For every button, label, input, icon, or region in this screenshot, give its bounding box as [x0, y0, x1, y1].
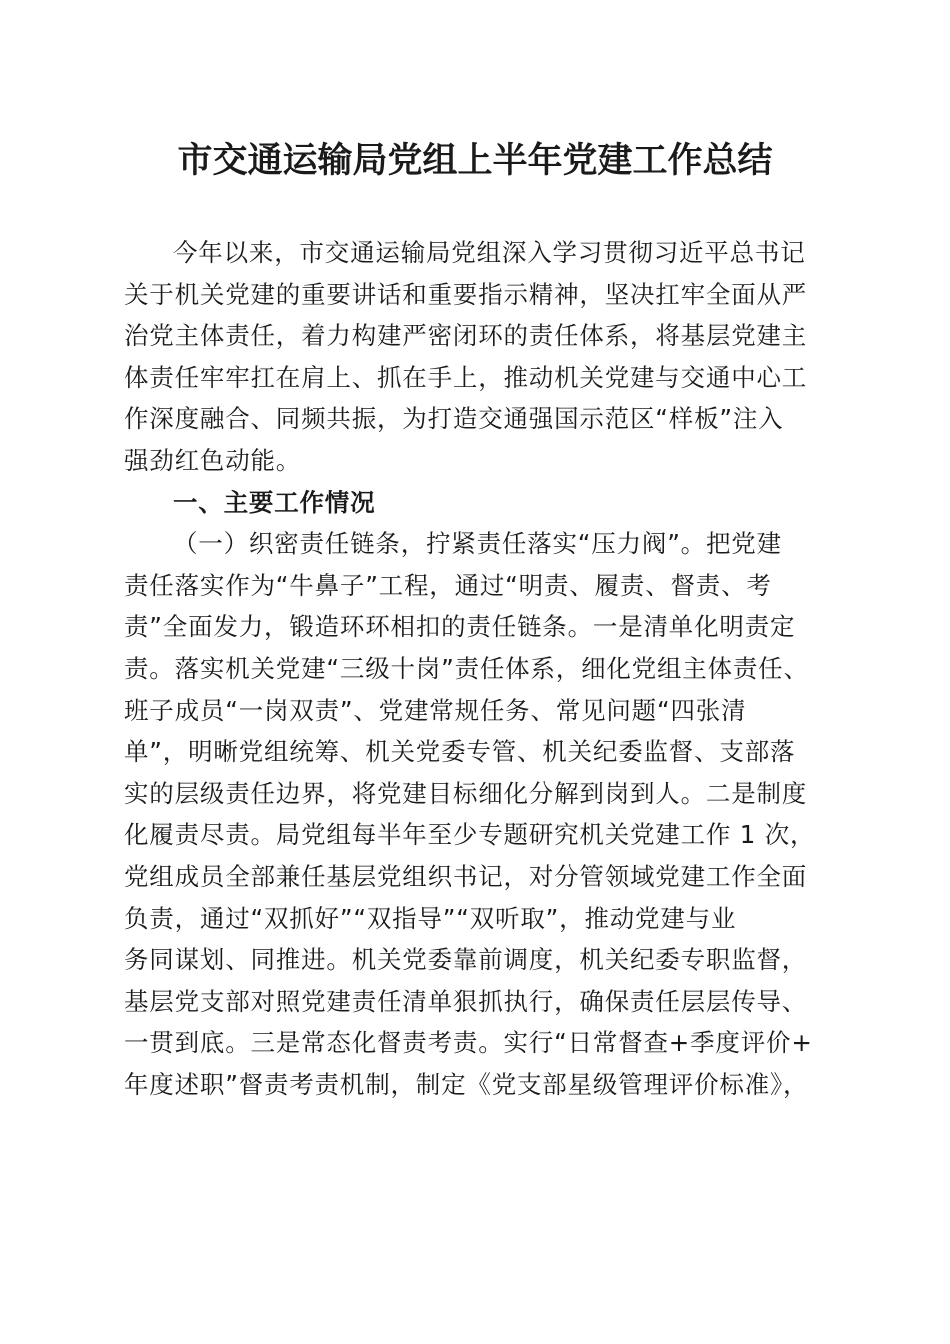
section-heading-text: 一、主要工作情况 [173, 487, 376, 517]
text-line: 体责任牢牢扛在肩上、抓在手上，推动机关党建与交通中心工 [124, 362, 808, 392]
section-heading [124, 482, 824, 524]
text-line: 责。落实机关党建“三级十岗”责任体系，细化党组主体责任、 [124, 653, 809, 683]
text-line: 一贯到底。三是常态化督责考责。实行“日常督查+季度评价+ [124, 1028, 813, 1058]
text-line: 责”全面发力，锻造环环相扣的责任链条。一是清单化明责定 [124, 612, 796, 642]
intro-paragraph [124, 232, 824, 482]
text-line: （一）织密责任链条，拧紧责任落实“压力阀”。把党建 [173, 529, 782, 559]
text-line: 今年以来，市交通运输局党组深入学习贯彻习近平总书记 [173, 238, 806, 267]
text-line: 关于机关党建的重要讲话和重要指示精神，坚决扛牢全面从严 [124, 279, 808, 309]
subsection-paragraph [124, 523, 824, 1105]
document-title: 市交通运输局党组上半年党建工作总结 [177, 140, 773, 181]
text-line: 班子成员“一岗双责”、党建常规任务、常见问题“四张清 [124, 695, 747, 725]
text-line: 负责，通过“双抓好”“双指导”“双听取”，推动党建与业 [124, 903, 737, 933]
text-line: 务同谋划、同推进。机关党委靠前调度，机关纪委专职监督， [124, 945, 808, 975]
text-line: 强劲红色动能。 [124, 445, 302, 475]
text-line: 实的层级责任边界，将党建目标细化分解到岗到人。二是制度 [124, 778, 808, 808]
text-line: 基层党支部对照党建责任清单狠抓执行，确保责任层层传导、 [124, 986, 808, 1016]
text-line: 治党主体责任，着力构建严密闭环的责任体系，将基层党建主 [124, 321, 808, 351]
text-line: 责任落实作为“牛鼻子”工程，通过“明责、履责、督责、考 [124, 570, 772, 600]
text-line: 党组成员全部兼任基层党组织书记，对分管领域党建工作全面 [124, 861, 808, 891]
document-body [124, 232, 824, 1105]
text-line: 化履责尽责。局党组每半年至少专题研究机关党建工作 1 次， [124, 820, 816, 850]
text-line: 单”，明晰党组统筹、机关党委专管、机关纪委监督、支部落 [124, 737, 796, 767]
text-line: 作深度融合、同频共振，为打造交通强国示范区“样板”注入 [124, 404, 784, 434]
text-line: 年度述职”督责考责机制，制定《党支部星级管理评价标准》， [124, 1069, 809, 1099]
